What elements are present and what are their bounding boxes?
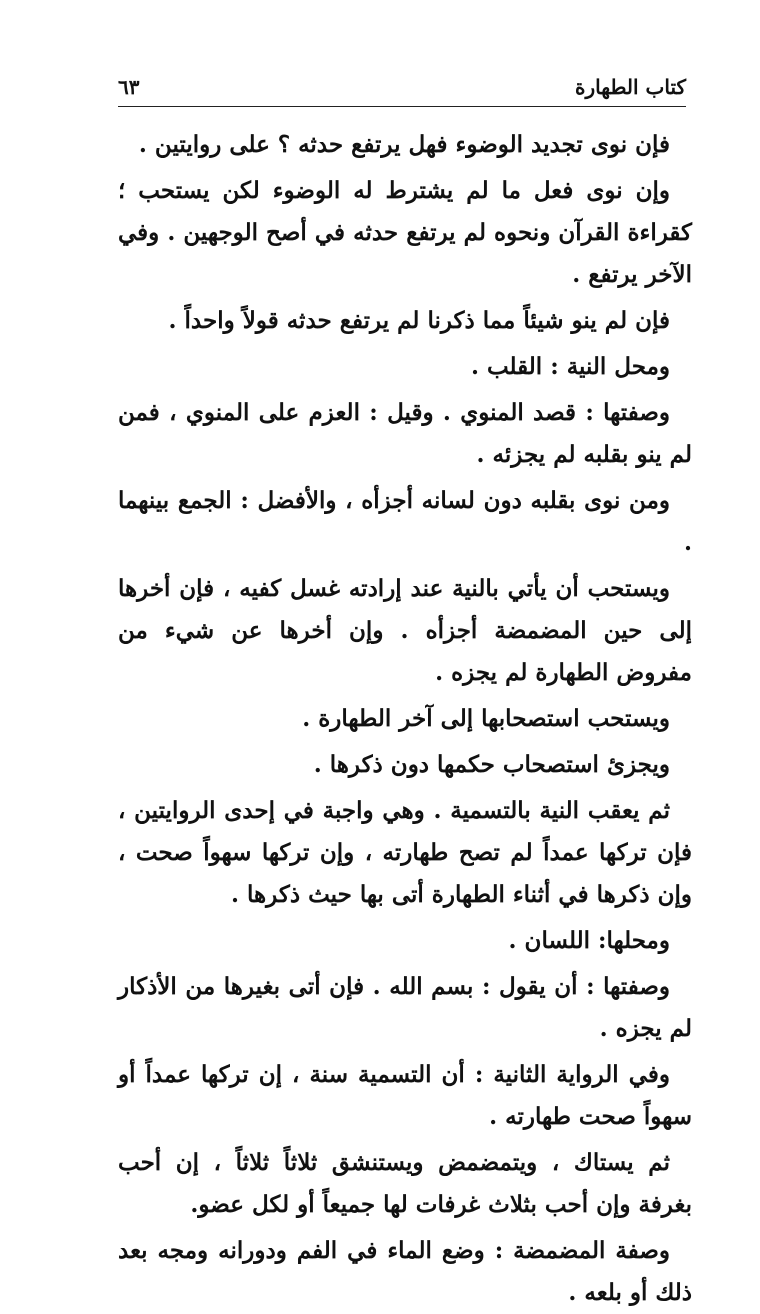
- paragraph: ويستحب استصحابها إلى آخر الطهارة .: [302, 705, 670, 732]
- paragraph: وصفة المضمضة : وضع الماء في الفم ودورانه ومجه بعد ذلك أو بلعه .: [118, 1237, 692, 1306]
- chapter-title: كتاب الطهارة: [575, 75, 686, 99]
- body-text: [118, 124, 692, 1314]
- paragraph: ويستحب أن يأتي بالنية عند إرادته غسل كفيه ، فإن أخرها إلى حين المضمضة أجزأه . وإن أخرها عن شيء من مفروض الطهارة لم يجزه .: [118, 575, 692, 686]
- paragraph: فإن لم ينو شيئاً مما ذكرنا لم يرتفع حدثه قولاً واحداً .: [168, 307, 670, 334]
- paragraph: ويجزئ استصحاب حكمها دون ذكرها .: [313, 751, 670, 778]
- header-rule: [118, 106, 686, 107]
- paragraph: وصفتها : أن يقول : بسم الله . فإن أتى بغيرها من الأذكار لم يجزه .: [118, 973, 692, 1042]
- paragraph: فإن نوى تجديد الوضوء فهل يرتفع حدثه ؟ على روايتين .: [138, 131, 670, 158]
- paragraph: ومحلها: اللسان .: [508, 927, 670, 954]
- paragraph: ومن نوى بقلبه دون لسانه أجزأه ، والأفضل : الجمع بينهما .: [118, 487, 692, 556]
- paragraph: ثم يستاك ، ويتمضمض ويستنشق ثلاثاً ثلاثاً ، إن أحب بغرفة وإن أحب بثلاث غرفات لها جميعاً أو لكل عضو.: [118, 1149, 692, 1218]
- paragraph: وصفتها : قصد المنوي . وقيل : العزم على المنوي ، فمن لم ينو بقلبه لم يجزئه .: [118, 399, 692, 468]
- paragraph: ومحل النية : القلب .: [470, 353, 670, 380]
- running-head: [118, 72, 686, 108]
- paragraph: ثم يعقب النية بالتسمية . وهي واجبة في إحدى الروايتين ، فإن تركها عمداً لم تصح طهارته ، وإن تركها سهواً صحت ، وإن ذكرها في أثناء الطهارة أتى بها حيث ذكرها .: [118, 797, 692, 908]
- paragraph: وفي الرواية الثانية : أن التسمية سنة ، إن تركها عمداً أو سهواً صحت طهارته .: [118, 1061, 692, 1130]
- paragraph: وإن نوى فعل ما لم يشترط له الوضوء لكن يستحب ؛ كقراءة القرآن ونحوه لم يرتفع حدثه في أصح الوجهين . وفي الآخر يرتفع .: [118, 177, 692, 288]
- page-number: ٦٣: [118, 75, 140, 99]
